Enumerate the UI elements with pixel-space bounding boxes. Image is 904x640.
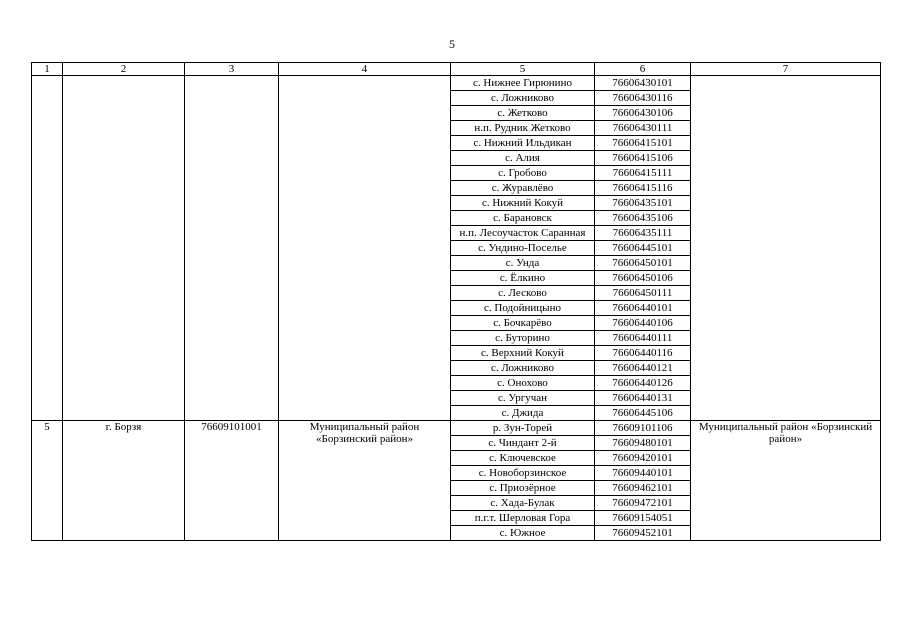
- okato-code-cell: 76606415101: [595, 136, 691, 151]
- okato-code-cell: 76609420101: [595, 451, 691, 466]
- empty-cell: [279, 76, 451, 421]
- settlement-cell: с. Новоборзинское: [451, 466, 595, 481]
- settlement-cell: с. Алия: [451, 151, 595, 166]
- settlement-cell: с. Подойницыно: [451, 301, 595, 316]
- okato-code-cell: 76609462101: [595, 481, 691, 496]
- okato-code-cell: 76609452101: [595, 526, 691, 541]
- okato-code-cell: 76606440116: [595, 346, 691, 361]
- okato-code-cell: 76606450106: [595, 271, 691, 286]
- settlement-cell: с. Гробово: [451, 166, 595, 181]
- settlement-cell: с. Лесково: [451, 286, 595, 301]
- settlement-cell: п.г.т. Шерловая Гора: [451, 511, 595, 526]
- column-header: 6: [595, 63, 691, 76]
- settlement-cell: с. Барановск: [451, 211, 595, 226]
- settlement-cell: с. Южное: [451, 526, 595, 541]
- table-row: [32, 76, 881, 91]
- settlement-cell: с. Унда: [451, 256, 595, 271]
- empty-cell: [32, 76, 63, 421]
- settlement-cell: с. Бочкарёво: [451, 316, 595, 331]
- settlement-cell: с. Приозёрное: [451, 481, 595, 496]
- settlement-cell: с. Ключевское: [451, 451, 595, 466]
- settlement-cell: с. Верхний Кокуй: [451, 346, 595, 361]
- okato-code-cell: 76606440121: [595, 361, 691, 376]
- column-header: 7: [691, 63, 881, 76]
- okato-code-cell: 76606445101: [595, 241, 691, 256]
- district-cell: Муниципальный район «Борзинский район»: [279, 421, 451, 541]
- okato-code-cell: 76606450101: [595, 256, 691, 271]
- column-header: 4: [279, 63, 451, 76]
- okato-code-cell: 76606430116: [595, 91, 691, 106]
- empty-cell: [185, 76, 279, 421]
- okato-code-cell: 76606415106: [595, 151, 691, 166]
- column-header: 1: [32, 63, 63, 76]
- page-number: 5: [449, 37, 455, 51]
- header-row: [32, 63, 881, 76]
- okato-code-cell: 76606440111: [595, 331, 691, 346]
- settlement-cell: н.п. Лесоучасток Саранная: [451, 226, 595, 241]
- settlement-cell: с. Нижний Ильдикан: [451, 136, 595, 151]
- settlements-table: [31, 62, 881, 541]
- settlement-cell: с. Нижний Кокуй: [451, 196, 595, 211]
- okato-code-cell: 76606440126: [595, 376, 691, 391]
- settlement-cell: с. Хада-Булак: [451, 496, 595, 511]
- okato-code-cell: 76606445106: [595, 406, 691, 421]
- okato-code-cell: 76609101106: [595, 421, 691, 436]
- settlement-cell: с. Чиндант 2-й: [451, 436, 595, 451]
- okato-code-cell: 76606430106: [595, 106, 691, 121]
- settlement-cell: н.п. Рудник Жетково: [451, 121, 595, 136]
- okato-code-cell: 76606435106: [595, 211, 691, 226]
- settlement-cell: с. Онохово: [451, 376, 595, 391]
- okato-code-cell: 76606440101: [595, 301, 691, 316]
- okato-code-cell: 76606430111: [595, 121, 691, 136]
- city-cell: г. Борзя: [63, 421, 185, 541]
- district-cell-col7: Муниципальный район «Борзинский район»: [691, 421, 881, 541]
- okato-code-cell: 76606440106: [595, 316, 691, 331]
- empty-cell: [63, 76, 185, 421]
- column-header: 3: [185, 63, 279, 76]
- okato-code-cell: 76606450111: [595, 286, 691, 301]
- okato-code-cell: 76609472101: [595, 496, 691, 511]
- settlement-cell: с. Нижнее Гирюнино: [451, 76, 595, 91]
- row-number-cell: 5: [32, 421, 63, 541]
- okato-code-cell: 76606415111: [595, 166, 691, 181]
- okato-code-cell: 76606435101: [595, 196, 691, 211]
- settlement-cell: с. Джида: [451, 406, 595, 421]
- settlement-cell: р. Зун-Торей: [451, 421, 595, 436]
- settlement-cell: с. Ложниково: [451, 91, 595, 106]
- okato-code-cell: 76606440131: [595, 391, 691, 406]
- settlement-cell: с. Ундино-Поселье: [451, 241, 595, 256]
- settlement-cell: с. Ургучан: [451, 391, 595, 406]
- column-header: 2: [63, 63, 185, 76]
- city-code-cell: 76609101001: [185, 421, 279, 541]
- okato-code-cell: 76606415116: [595, 181, 691, 196]
- settlement-cell: с. Журавлёво: [451, 181, 595, 196]
- okato-code-cell: 76609440101: [595, 466, 691, 481]
- okato-code-cell: 76609480101: [595, 436, 691, 451]
- column-header: 5: [451, 63, 595, 76]
- okato-code-cell: 76606435111: [595, 226, 691, 241]
- settlement-cell: с. Жетково: [451, 106, 595, 121]
- empty-cell: [691, 76, 881, 421]
- table-row: [32, 421, 881, 436]
- okato-code-cell: 76609154051: [595, 511, 691, 526]
- settlement-cell: с. Ложниково: [451, 361, 595, 376]
- settlement-cell: с. Ёлкино: [451, 271, 595, 286]
- settlement-cell: с. Буторино: [451, 331, 595, 346]
- okato-code-cell: 76606430101: [595, 76, 691, 91]
